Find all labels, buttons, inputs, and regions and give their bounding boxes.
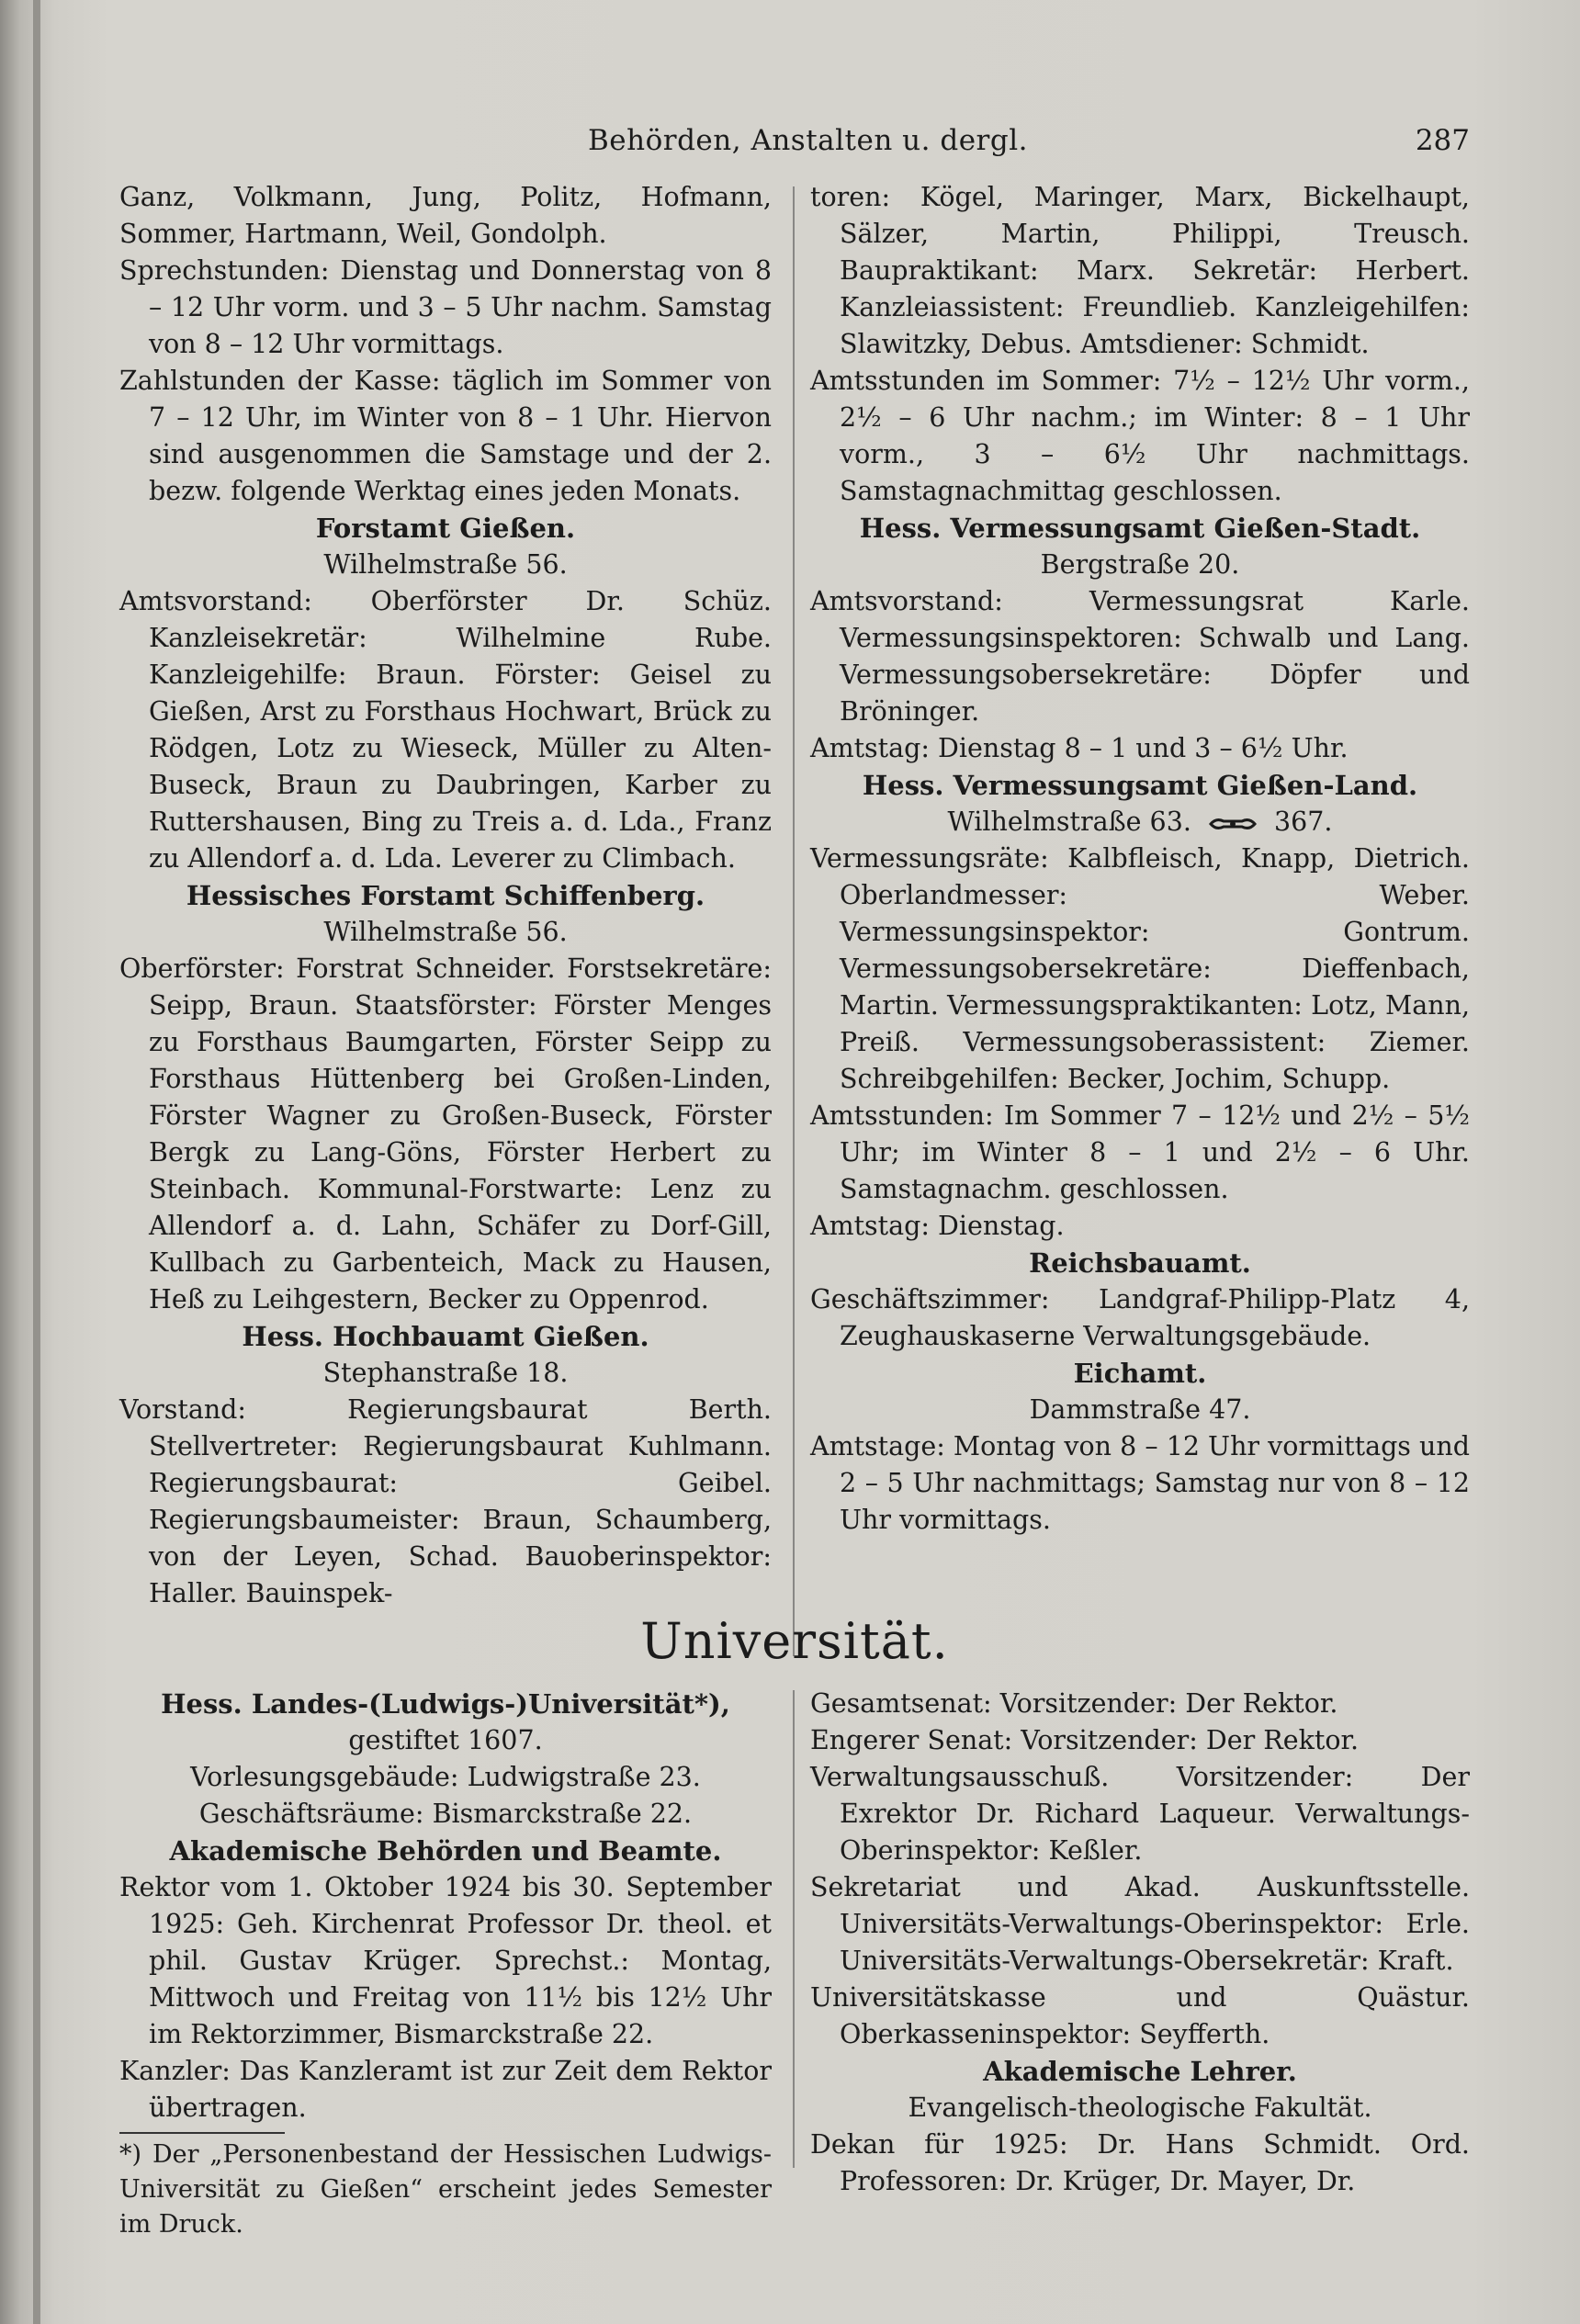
verm-land-address: Wilhelmstraße 63.	[947, 807, 1191, 837]
schiffenberg-text: Oberförster: Forstrat Schneider. Forstsekretäre: Seipp, Braun. Staatsförster: Förster Menges zu Forsthaus Baumgarten, Förster Seipp zu Forsthaus Hüttenberg bei Großen-Linden, Förster Wagner zu Großen-Buseck, Förster Bergk zu Lang-Göns, Förster Herbert zu Steinbach. Kommunal-Forstwarte: Lenz zu Allendorf a. d. Lahn, Schäfer zu Dorf-Gill, Kullbach zu Garbenteich, Mack zu Hausen, Heß zu Leihgestern, Becker zu Oppenrod.	[119, 953, 772, 1314]
verm-land-text: Vermessungsräte: Kalbfleisch, Knapp, Dietrich. Oberlandmesser: Weber. Vermessungsinspektor: Gontrum. Vermessungsobersekretäre: Dieffenbach, Martin. Vermessungspraktikanten: Lotz, Mann, Preiß. Vermessungsoberassistent: Ziemer. Schreibgehilfen: Becker, Jochim, Schupp.	[810, 843, 1470, 1094]
universitaet-left-column	[119, 1686, 772, 2242]
verwaltungsausschuss-text: Verwaltungsausschuß. Vorsitzender: Der Exrektor Dr. Richard Laqueur. Verwaltungs-Oberinspektor: Keßler.	[810, 1762, 1470, 1866]
hochbauamt-continuation: toren: Kögel, Maringer, Marx, Bickelhaupt, Sälzer, Martin, Philippi, Treusch. Baupraktikant: Marx. Sekretär: Herbert. Kanzleiassistent: Freundlieb. Kanzleigehilfen: Slawitzky, Debus. Amtsdiener: Schmidt.	[810, 182, 1470, 359]
eichamt-address: Dammstraße 47.	[1029, 1394, 1251, 1425]
kanzler-text: Kanzler: Das Kanzleramt ist zur Zeit dem Rektor übertragen.	[119, 2056, 772, 2123]
geschaeftsraeume: Geschäftsräume: Bismarckstraße 22.	[198, 1799, 693, 1829]
verm-land-phone: 367.	[1274, 807, 1333, 837]
verm-land-address-line	[810, 804, 1470, 840]
telephone-icon	[1207, 816, 1258, 832]
hochbauamt-heading: Hess. Hochbauamt Gießen.	[242, 1321, 649, 1352]
forstamt-text: Amtsvorstand: Oberförster Dr. Schüz. Kanzleisekretär: Wilhelmine Rube. Kanzleigehilfe: Braun. Förster: Geisel zu Gießen, Arst zu Forsthaus Hochwart, Brück zu Rödgen, Lotz zu Wieseck, Müller zu Alten-Buseck, Braun zu Daubringen, Karber zu Ruttershausen, Bing zu Treis a. d. Lda., Franz zu Allendorf a. d. Lda. Leverer zu Climbach.	[119, 586, 772, 874]
universitaetskasse-text: Universitätskasse und Quästur. Oberkasseninspektor: Seyfferth.	[810, 1982, 1470, 2049]
verm-land-amtsstunden: Amtsstunden: Im Sommer 7 – 12½ und 2½ – 5½ Uhr; im Winter 8 – 1 und 2½ – 6 Uhr. Samstagnachm. geschlossen.	[810, 1100, 1470, 1204]
eichamt-text: Amtstage: Montag von 8 – 12 Uhr vormittags und 2 – 5 Uhr nachmittags; Samstag nur von 8 – 12 Uhr vormittags.	[810, 1431, 1470, 1535]
zahlstunden-text: Zahlstunden der Kasse: täglich im Sommer von 7 – 12 Uhr, im Winter von 8 – 1 Uhr. Hiervon sind ausgenommen die Samstage und der 2. bezw. folgende Werktag eines jeden Monats.	[119, 366, 772, 506]
sekretariat-text: Sekretariat und Akad. Auskunftsstelle. Universitäts-Verwaltungs-Oberinspektor: Erle. Universitäts-Verwaltungs-Obersekretär: Kraft.	[810, 1872, 1470, 1976]
schiffenberg-heading: Hessisches Forstamt Schiffenberg.	[186, 880, 705, 911]
rektor-text: Rektor vom 1. Oktober 1924 bis 30. September 1925: Geh. Kirchenrat Professor Dr. theol. et phil. Gustav Krüger. Sprechst.: Montag, Mittwoch und Freitag von 11½ bis 12½ Uhr im Rektorzimmer, Bismarckstraße 22.	[119, 1872, 772, 2049]
footnote-rule	[119, 2132, 285, 2134]
forstamt-heading: Forstamt Gießen.	[315, 513, 576, 544]
reichsbauamt-heading: Reichsbauamt.	[1029, 1247, 1251, 1279]
vorlesungsgebaeude: Vorlesungsgebäude: Ludwigstraße 23.	[190, 1762, 701, 1792]
hochbauamt-text: Vorstand: Regierungsbaurat Berth. Stellvertreter: Regierungsbaurat Kuhlmann. Regierungsbaurat: Geibel. Regierungsbaumeister: Braun, Schaumberg, von der Leyen, Schad. Bauoberinspektor: Haller. Bauinspek-	[119, 1394, 772, 1608]
running-header	[119, 124, 1470, 161]
footnote: *) Der „Personenbestand der Hessischen Ludwigs-Universität zu Gießen“ erscheint jedes Semester im Druck.	[119, 2140, 772, 2239]
gesamtsenat-text: Gesamtsenat: Vorsitzender: Der Rektor.	[810, 1688, 1338, 1719]
column-divider	[793, 186, 795, 1656]
engerer-senat-text: Engerer Senat: Vorsitzender: Der Rektor.	[810, 1725, 1360, 1755]
page-content	[119, 106, 1470, 2246]
universitaet-founded: gestiftet 1607.	[348, 1725, 543, 1755]
dekan-text: Dekan für 1925: Dr. Hans Schmidt. Ord. Professoren: Dr. Krüger, Dr. Mayer, Dr.	[810, 2129, 1470, 2196]
universitaet-title: Universität.	[640, 1612, 949, 1670]
verm-stadt-text: Amtsvorstand: Vermessungsrat Karle. Vermessungsinspektoren: Schwalb und Lang. Vermessungsobersekretäre: Döpfer und Bröninger.	[810, 586, 1470, 727]
verm-land-amtstag: Amtstag: Dienstag.	[810, 1211, 1065, 1241]
universitaet-heading: Hess. Landes-(Ludwigs-)Universität*),	[161, 1688, 730, 1720]
forstamt-address: Wilhelmstraße 56.	[323, 549, 568, 580]
akademische-behoerden-heading: Akademische Behörden und Beamte.	[169, 1835, 722, 1867]
left-column	[119, 179, 772, 1612]
book-gutter	[33, 0, 40, 2324]
reichsbauamt-text: Geschäftszimmer: Landgraf-Philipp-Platz 4, Zeughauskaserne Verwaltungsgebäude.	[810, 1284, 1470, 1351]
eichamt-heading: Eichamt.	[1073, 1358, 1207, 1389]
universitaet-right-column	[810, 1686, 1470, 2200]
intro-names: Ganz, Volkmann, Jung, Politz, Hofmann, Sommer, Hartmann, Weil, Gondolph.	[119, 182, 772, 249]
verm-stadt-amtstag: Amtstag: Dienstag 8 – 1 und 3 – 6½ Uhr.	[810, 733, 1349, 763]
verm-stadt-heading: Hess. Vermessungsamt Gießen-Stadt.	[859, 513, 1421, 544]
fakultaet-heading: Evangelisch-theologische Fakultät.	[908, 2093, 1372, 2123]
sprechstunden-text: Sprechstunden: Dienstag und Donnerstag von 8 – 12 Uhr vorm. und 3 – 5 Uhr nachm. Samstag von 8 – 12 Uhr vormittags.	[119, 255, 772, 359]
akademische-lehrer-heading: Akademische Lehrer.	[983, 2056, 1297, 2087]
hochbauamt-address: Stephanstraße 18.	[322, 1358, 569, 1388]
page-number: 287	[1415, 124, 1470, 157]
header-title: Behörden, Anstalten u. dergl.	[588, 124, 1028, 157]
schiffenberg-address: Wilhelmstraße 56.	[323, 917, 568, 947]
verm-stadt-address: Bergstraße 20.	[1040, 549, 1240, 580]
column-divider-lower	[793, 1690, 795, 2168]
hochbauamt-amtsstunden: Amtsstunden im Sommer: 7½ – 12½ Uhr vorm., 2½ – 6 Uhr nachm.; im Winter: 8 – 1 Uhr vorm., 3 – 6½ Uhr nachmittags. Samstagnachmittag geschlossen.	[810, 366, 1470, 506]
verm-land-heading: Hess. Vermessungsamt Gießen-Land.	[862, 770, 1418, 801]
right-column	[810, 179, 1470, 1539]
